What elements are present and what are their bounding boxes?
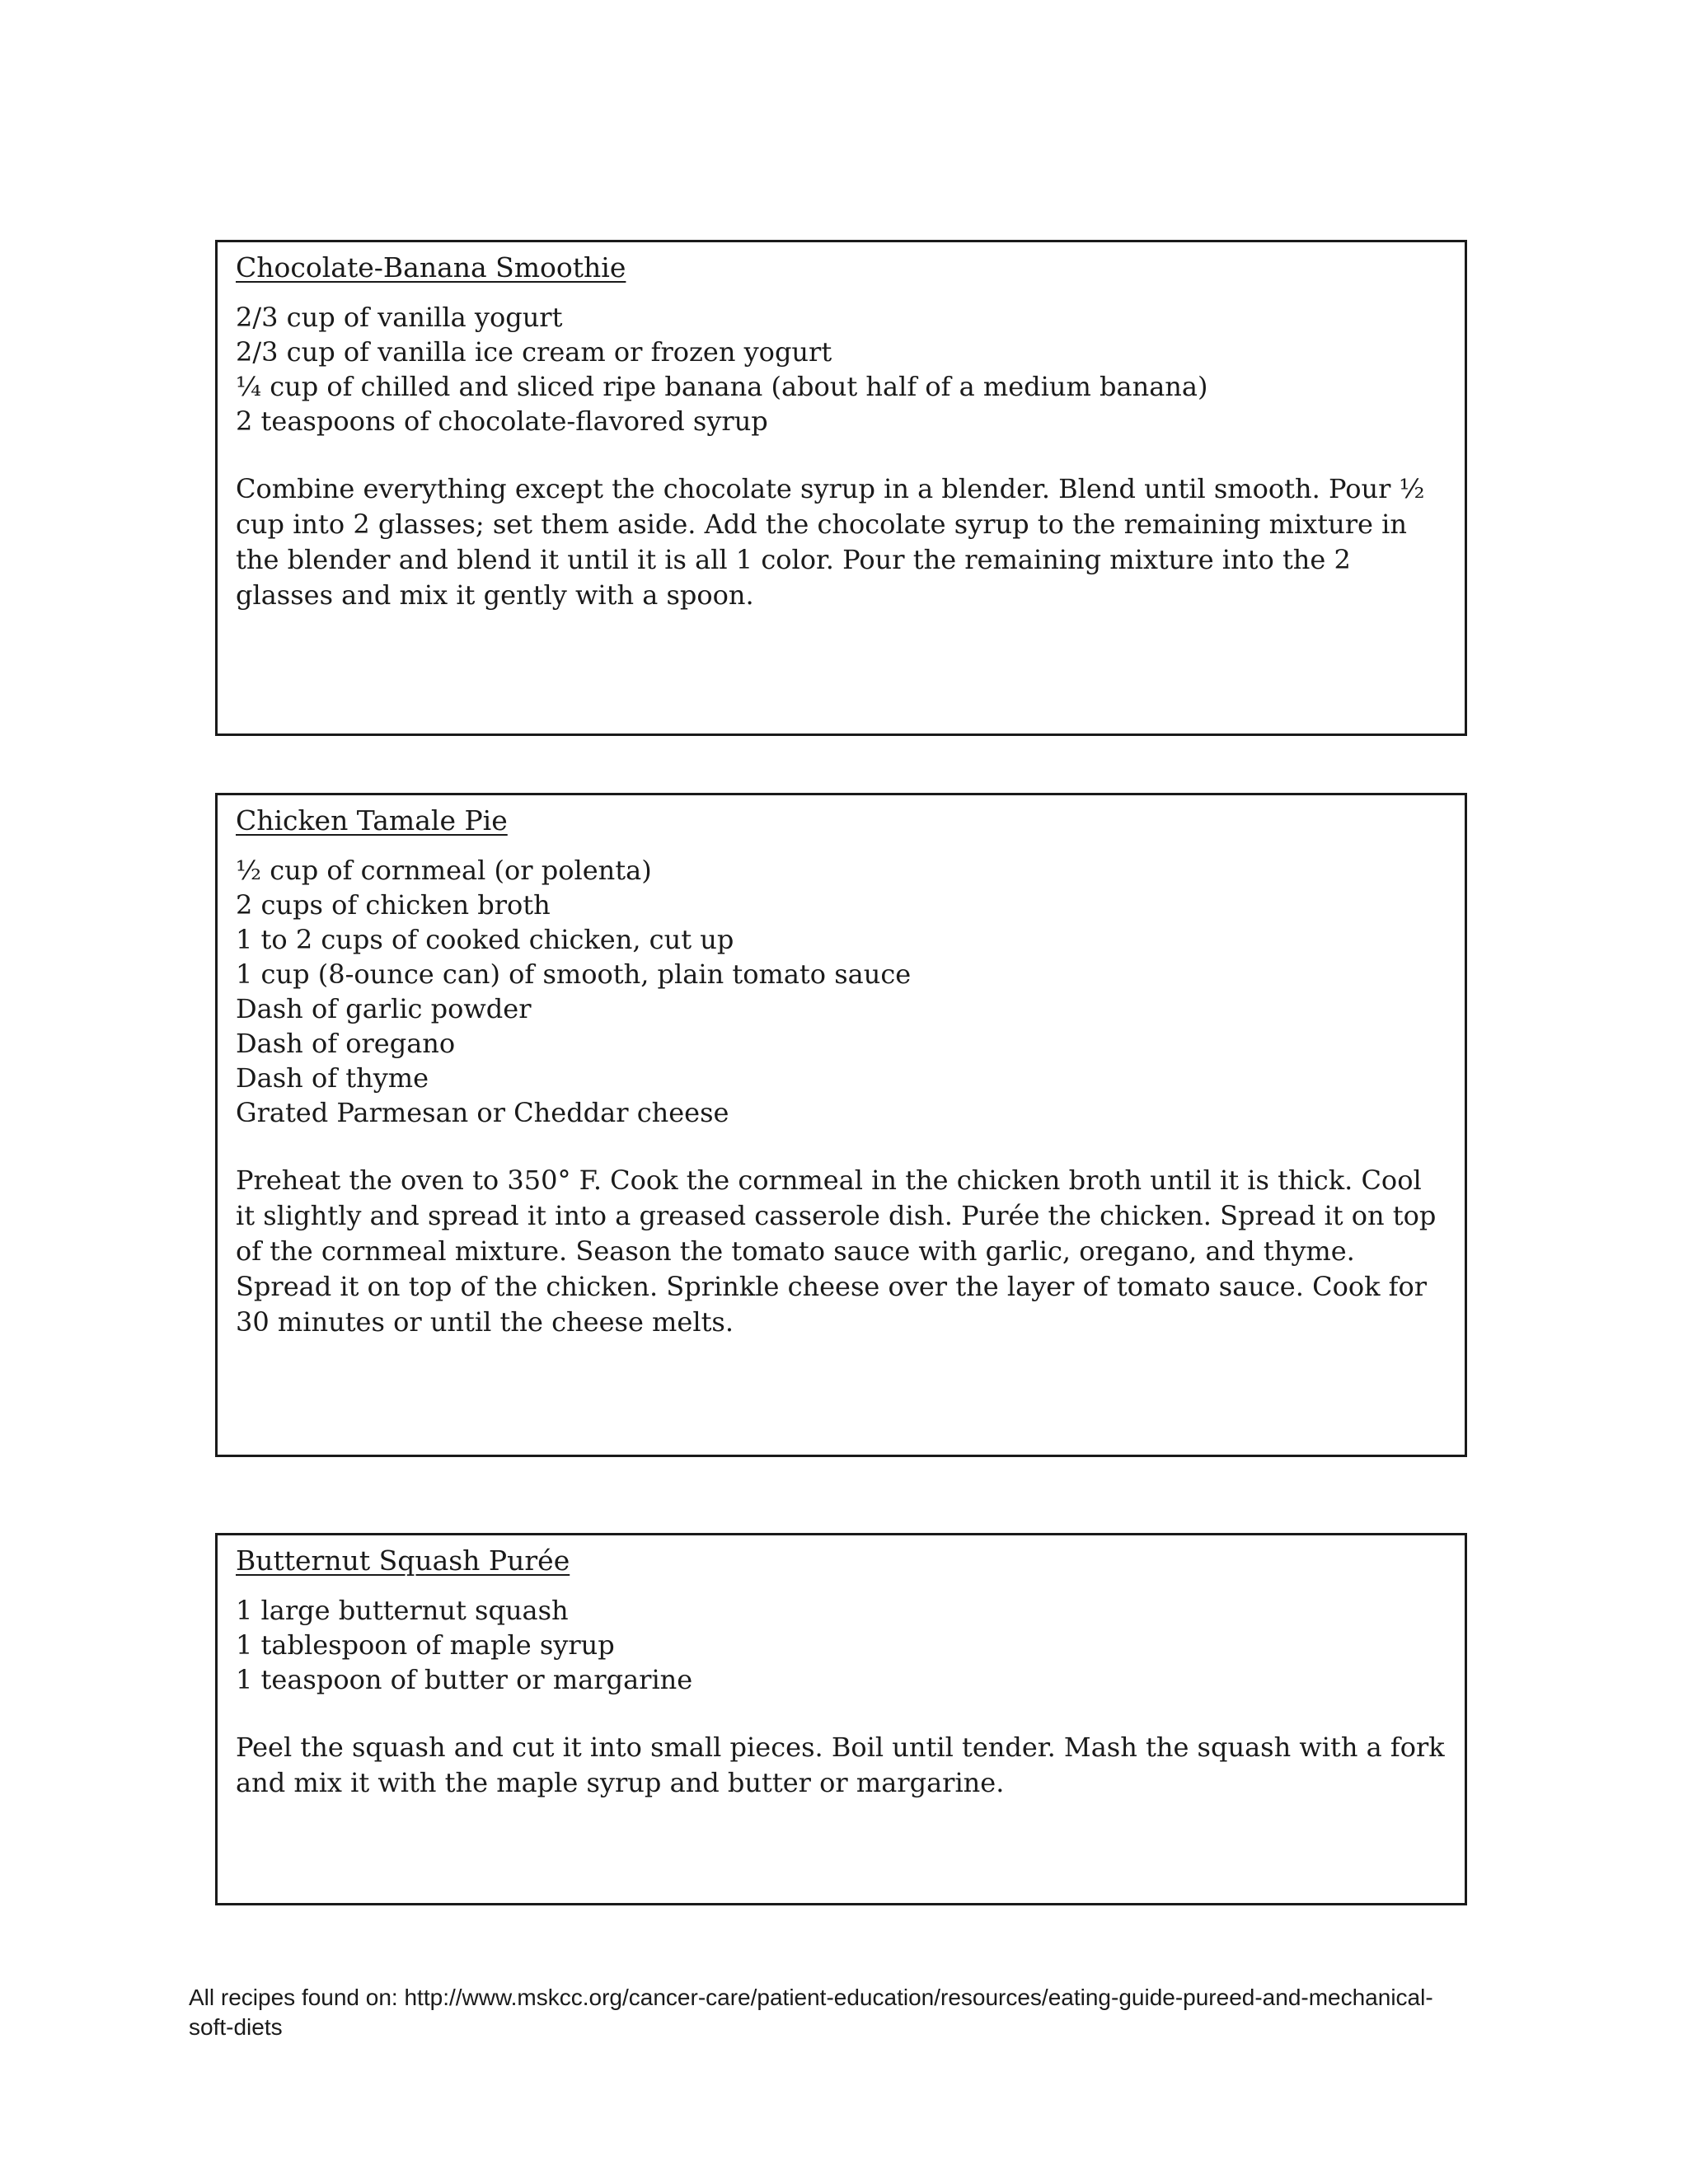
recipe-instructions: Preheat the oven to 350° F. Cook the cornmeal in the chicken broth until it is thick. Cool it slightly and spread it into a greased casserole dish. Purée the chicken. Spread it on top of the cornmeal mixture. Season the tomato sauce with garlic, oregano, and thyme. Spread it on top of the chicken. Sprinkle cheese over the layer of tomato sauce. Cook for 30 minutes or until the cheese melts. (236, 1165, 1437, 1338)
ingredient-item: 1 teaspoon of butter or margarine (236, 1664, 693, 1695)
recipe-card-butternut-squash-puree (215, 1533, 1467, 1905)
recipe-card-chocolate-banana-smoothie (215, 240, 1467, 736)
ingredient-item: 2 cups of chicken broth (236, 889, 551, 921)
source-footnote: All recipes found on: http://www.mskcc.org/cancer-care/patient-education/resources/eating-guide-pureed-and-mechanical-soft-diets (189, 1985, 1433, 2040)
ingredient-item: ½ cup of cornmeal (or polenta) (236, 855, 652, 886)
ingredient-item: Dash of oregano (236, 1028, 456, 1059)
recipe-title: Chicken Tamale Pie (236, 804, 508, 837)
recipe-title: Butternut Squash Purée (236, 1544, 570, 1577)
ingredient-item: 1 to 2 cups of cooked chicken, cut up (236, 924, 734, 955)
recipe-instructions: Peel the squash and cut it into small pieces. Boil until tender. Mash the squash with a fork and mix it with the maple syrup and butter or margarine. (236, 1732, 1445, 1798)
ingredient-list (236, 1593, 1447, 1697)
recipe-card-chicken-tamale-pie (215, 793, 1467, 1457)
ingredient-item: 2/3 cup of vanilla ice cream or frozen yogurt (236, 336, 832, 368)
ingredient-item: ¼ cup of chilled and sliced ripe banana (about half of a medium banana) (236, 371, 1208, 402)
ingredient-item: 2 teaspoons of chocolate-flavored syrup (236, 405, 768, 437)
ingredient-list (236, 300, 1447, 438)
ingredient-item: 1 large butternut squash (236, 1595, 569, 1626)
recipe-title: Chocolate-Banana Smoothie (236, 251, 626, 284)
recipe-instructions: Combine everything except the chocolate syrup in a blender. Blend until smooth. Pour ½ cup into 2 glasses; set them aside. Add the chocolate syrup to the remaining mixture in the blender and blend it until it is all 1 color. Pour the remaining mixture into the 2 glasses and mix it gently with a spoon. (236, 473, 1425, 611)
ingredient-item: 1 cup (8-ounce can) of smooth, plain tomato sauce (236, 958, 912, 990)
ingredient-list (236, 853, 1447, 1130)
ingredient-item: 1 tablespoon of maple syrup (236, 1629, 615, 1661)
ingredient-item: Dash of garlic powder (236, 993, 532, 1024)
ingredient-item: Dash of thyme (236, 1062, 429, 1094)
ingredient-item: 2/3 cup of vanilla yogurt (236, 302, 563, 333)
ingredient-item: Grated Parmesan or Cheddar cheese (236, 1097, 729, 1128)
